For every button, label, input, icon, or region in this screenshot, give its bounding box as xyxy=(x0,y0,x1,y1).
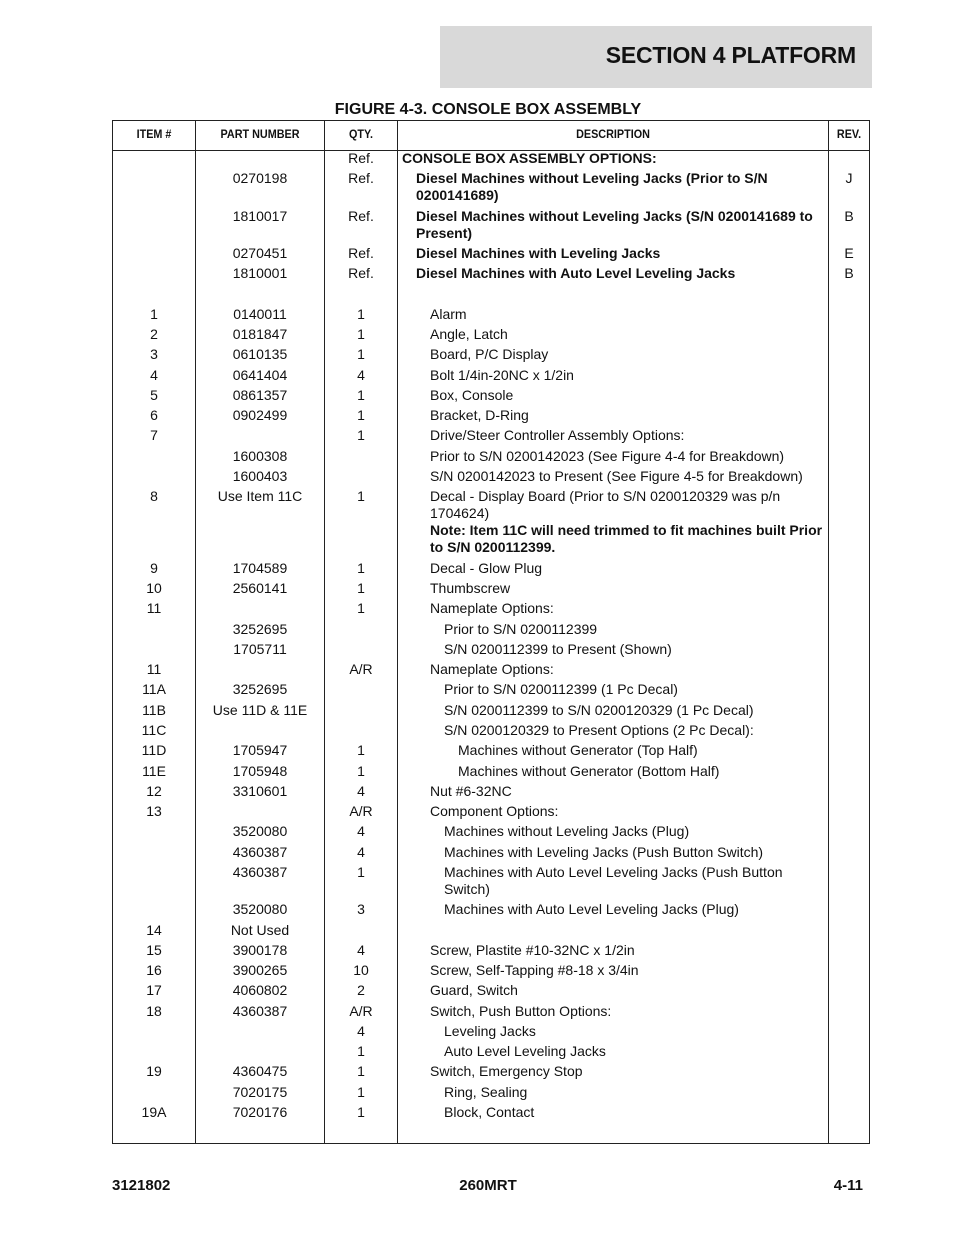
qty-cell: 4 xyxy=(357,1023,365,1039)
qty-cell: 1 xyxy=(357,864,365,880)
part-number-cell: 7020175 xyxy=(232,1084,288,1100)
item-cell: 19 xyxy=(146,1063,162,1079)
part-number-cell: 0641404 xyxy=(232,367,288,383)
description-cell: Angle, Latch xyxy=(430,326,508,342)
qty-cell: A/R xyxy=(349,803,373,819)
description-cell: Decal - Glow Plug xyxy=(430,560,543,576)
rev-cell: E xyxy=(844,245,854,261)
qty-cell: 4 xyxy=(357,942,365,958)
qty-cell: 2 xyxy=(357,982,365,998)
part-number-cell: 1705948 xyxy=(232,763,288,779)
item-cell: 12 xyxy=(146,783,162,799)
description-cell: S/N 0200120329 to Present Options (2 Pc Decal): xyxy=(444,722,754,738)
part-number-cell: 0270451 xyxy=(232,245,288,261)
qty-cell: 1 xyxy=(357,763,365,779)
item-cell: 5 xyxy=(150,387,158,403)
part-number-cell: 1705947 xyxy=(232,742,288,758)
part-number-cell: 3520080 xyxy=(232,823,288,839)
item-cell: 3 xyxy=(150,346,158,362)
header-item: ITEM # xyxy=(136,127,172,141)
qty-cell: 4 xyxy=(357,823,365,839)
column-divider xyxy=(397,121,398,1143)
item-cell: 11A xyxy=(142,681,166,697)
item-cell: 11D xyxy=(141,742,167,758)
header-rev: REV. xyxy=(836,127,862,141)
item-cell: 18 xyxy=(146,1003,162,1019)
header-part-number: PART NUMBER xyxy=(220,127,300,141)
qty-cell: 1 xyxy=(357,600,365,616)
parts-table xyxy=(112,120,870,1144)
description-cell: Bracket, D-Ring xyxy=(430,407,529,423)
item-cell: 15 xyxy=(146,942,162,958)
description-cell: Diesel Machines with Leveling Jacks xyxy=(416,245,661,261)
qty-cell: 1 xyxy=(357,1063,365,1079)
qty-cell: 1 xyxy=(357,427,365,443)
qty-cell: 1 xyxy=(357,1104,365,1120)
item-cell: 11C xyxy=(141,722,167,738)
description-cell: Machines with Auto Level Leveling Jacks (Plug) xyxy=(444,901,739,917)
description-cell: Leveling Jacks xyxy=(444,1023,536,1039)
part-number-cell: 3900265 xyxy=(232,962,288,978)
description-cell: Machines with Auto Level Leveling Jacks (Push Button Switch) xyxy=(444,864,783,897)
description-cell: Drive/Steer Controller Assembly Options: xyxy=(430,427,685,443)
qty-cell: 4 xyxy=(357,844,365,860)
qty-cell: Ref. xyxy=(348,170,374,186)
item-cell: 4 xyxy=(150,367,158,383)
description-cell: Diesel Machines with Auto Level Leveling Jacks xyxy=(416,265,736,281)
description-cell: Machines without Generator (Bottom Half) xyxy=(458,763,720,779)
qty-cell: 1 xyxy=(357,1043,365,1059)
description-cell: Prior to S/N 0200112399 (1 Pc Decal) xyxy=(444,681,678,697)
item-cell: 11 xyxy=(146,600,162,616)
part-number-cell: 3252695 xyxy=(232,681,288,697)
description-cell: Guard, Switch xyxy=(430,982,518,998)
qty-cell: Ref. xyxy=(348,245,374,261)
item-cell: 6 xyxy=(150,407,158,423)
qty-cell: 1 xyxy=(357,326,365,342)
qty-cell: Ref. xyxy=(348,265,374,281)
item-cell: 9 xyxy=(150,560,158,576)
description-cell: Switch, Emergency Stop xyxy=(430,1063,583,1079)
qty-cell: 10 xyxy=(353,962,369,978)
qty-cell: 4 xyxy=(357,783,365,799)
description-cell: Nameplate Options: xyxy=(430,661,554,677)
item-cell: 11B xyxy=(142,702,166,718)
qty-cell: Ref. xyxy=(348,208,374,224)
part-number-cell: 4360475 xyxy=(232,1063,288,1079)
part-number-cell: 0902499 xyxy=(232,407,288,423)
qty-cell: 1 xyxy=(357,346,365,362)
footer-model: 260MRT xyxy=(459,1177,517,1194)
description-cell: Machines without Leveling Jacks (Plug) xyxy=(444,823,690,839)
qty-cell: 1 xyxy=(357,306,365,322)
qty-cell: Ref. xyxy=(348,150,374,166)
qty-cell: 3 xyxy=(357,901,365,917)
item-cell: 10 xyxy=(146,580,162,596)
description-cell: Note: Item 11C will need trimmed to fit machines built Prior to S/N 0200112399. xyxy=(430,522,823,555)
description-cell: Machines without Generator (Top Half) xyxy=(458,742,698,758)
qty-cell: 1 xyxy=(357,407,365,423)
header-qty: QTY. xyxy=(348,127,373,141)
description-cell: Switch, Push Button Options: xyxy=(430,1003,612,1019)
part-number-cell: 3310601 xyxy=(232,783,288,799)
part-number-cell: 1705711 xyxy=(233,641,287,657)
description-cell: CONSOLE BOX ASSEMBLY OPTIONS: xyxy=(402,150,657,166)
description-cell: Diesel Machines without Leveling Jacks (S/N 0200141689 to Present) xyxy=(416,208,813,241)
qty-cell: 1 xyxy=(357,560,365,576)
item-cell: 16 xyxy=(146,962,162,978)
description-cell: Auto Level Leveling Jacks xyxy=(444,1043,606,1059)
item-cell: 7 xyxy=(150,427,158,443)
description-cell: Prior to S/N 0200112399 xyxy=(444,621,598,637)
description-cell: Board, P/C Display xyxy=(430,346,549,362)
description-cell: Bolt 1/4in-20NC x 1/2in xyxy=(430,367,574,383)
qty-cell: 4 xyxy=(357,367,365,383)
item-cell: 11E xyxy=(142,763,166,779)
description-cell: Decal - Display Board (Prior to S/N 0200120329 was p/n 1704624) xyxy=(430,488,781,521)
part-number-cell: 3900178 xyxy=(232,942,288,958)
qty-cell: 1 xyxy=(357,488,365,504)
item-cell: 11 xyxy=(146,661,162,677)
description-cell: Screw, Plastite #10-32NC x 1/2in xyxy=(430,942,635,958)
figure-title: FIGURE 4-3. CONSOLE BOX ASSEMBLY xyxy=(334,101,642,118)
item-cell: 13 xyxy=(146,803,162,819)
part-number-cell: 0140011 xyxy=(233,306,287,322)
part-number-cell: 4360387 xyxy=(232,864,288,880)
part-number-cell: 2560141 xyxy=(232,580,288,596)
part-number-cell: Use 11D & 11E xyxy=(212,702,308,718)
part-number-cell: Not Used xyxy=(230,922,290,938)
rev-cell: J xyxy=(845,170,853,186)
item-cell: 19A xyxy=(141,1104,167,1120)
description-cell: Nameplate Options: xyxy=(430,600,554,616)
description-cell: Screw, Self-Tapping #8-18 x 3/4in xyxy=(430,962,639,978)
item-cell: 2 xyxy=(150,326,158,342)
part-number-cell: 7020176 xyxy=(232,1104,288,1120)
part-number-cell: 4060802 xyxy=(232,982,288,998)
header-description: DESCRIPTION xyxy=(576,127,650,141)
section-banner xyxy=(440,26,872,88)
item-cell: 1 xyxy=(150,306,158,322)
footer-manual-number: 3121802 xyxy=(112,1177,171,1194)
item-cell: 14 xyxy=(146,922,162,938)
part-number-cell: 0181847 xyxy=(232,326,288,342)
description-cell: S/N 0200112399 to Present (Shown) xyxy=(444,641,672,657)
rev-cell: B xyxy=(844,208,854,224)
item-cell: 17 xyxy=(146,982,162,998)
part-number-cell: 3252695 xyxy=(232,621,288,637)
part-number-cell: 1810017 xyxy=(232,208,288,224)
description-cell: Nut #6-32NC xyxy=(430,783,512,799)
description-cell: Box, Console xyxy=(430,387,514,403)
description-cell: Diesel Machines without Leveling Jacks (Prior to S/N 0200141689) xyxy=(416,170,768,203)
part-number-cell: 1600403 xyxy=(232,468,288,484)
part-number-cell: 1810001 xyxy=(232,265,288,281)
description-cell: S/N 0200112399 to S/N 0200120329 (1 Pc Decal) xyxy=(444,702,754,718)
qty-cell: 1 xyxy=(357,1084,365,1100)
description-cell: Block, Contact xyxy=(444,1104,535,1120)
part-number-cell: 0610135 xyxy=(232,346,288,362)
footer-page-number: 4-11 xyxy=(833,1177,863,1194)
description-cell: Component Options: xyxy=(430,803,559,819)
part-number-cell: 4360387 xyxy=(232,844,288,860)
part-number-cell: 1600308 xyxy=(232,448,288,464)
part-number-cell: 0861357 xyxy=(232,387,288,403)
part-number-cell: Use Item 11C xyxy=(217,488,303,504)
description-cell: S/N 0200142023 to Present (See Figure 4-5 for Breakdown) xyxy=(430,468,803,484)
description-cell: Machines with Leveling Jacks (Push Button Switch) xyxy=(444,844,764,860)
table-header xyxy=(113,121,869,151)
qty-cell: 1 xyxy=(357,742,365,758)
qty-cell: 1 xyxy=(357,580,365,596)
part-number-cell: 4360387 xyxy=(232,1003,288,1019)
qty-cell: A/R xyxy=(349,1003,373,1019)
description-cell: Ring, Sealing xyxy=(444,1084,528,1100)
part-number-cell: 0270198 xyxy=(232,170,288,186)
part-number-cell: 3520080 xyxy=(232,901,288,917)
section-title: SECTION 4 PLATFORM xyxy=(605,42,856,68)
part-number-cell: 1704589 xyxy=(232,560,288,576)
description-cell: Prior to S/N 0200142023 (See Figure 4-4 for Breakdown) xyxy=(430,448,785,464)
qty-cell: 1 xyxy=(357,387,365,403)
item-cell: 8 xyxy=(150,488,158,504)
rev-cell: B xyxy=(844,265,854,281)
description-cell: Alarm xyxy=(430,306,467,322)
qty-cell: A/R xyxy=(349,661,373,677)
description-cell: Thumbscrew xyxy=(430,580,511,596)
